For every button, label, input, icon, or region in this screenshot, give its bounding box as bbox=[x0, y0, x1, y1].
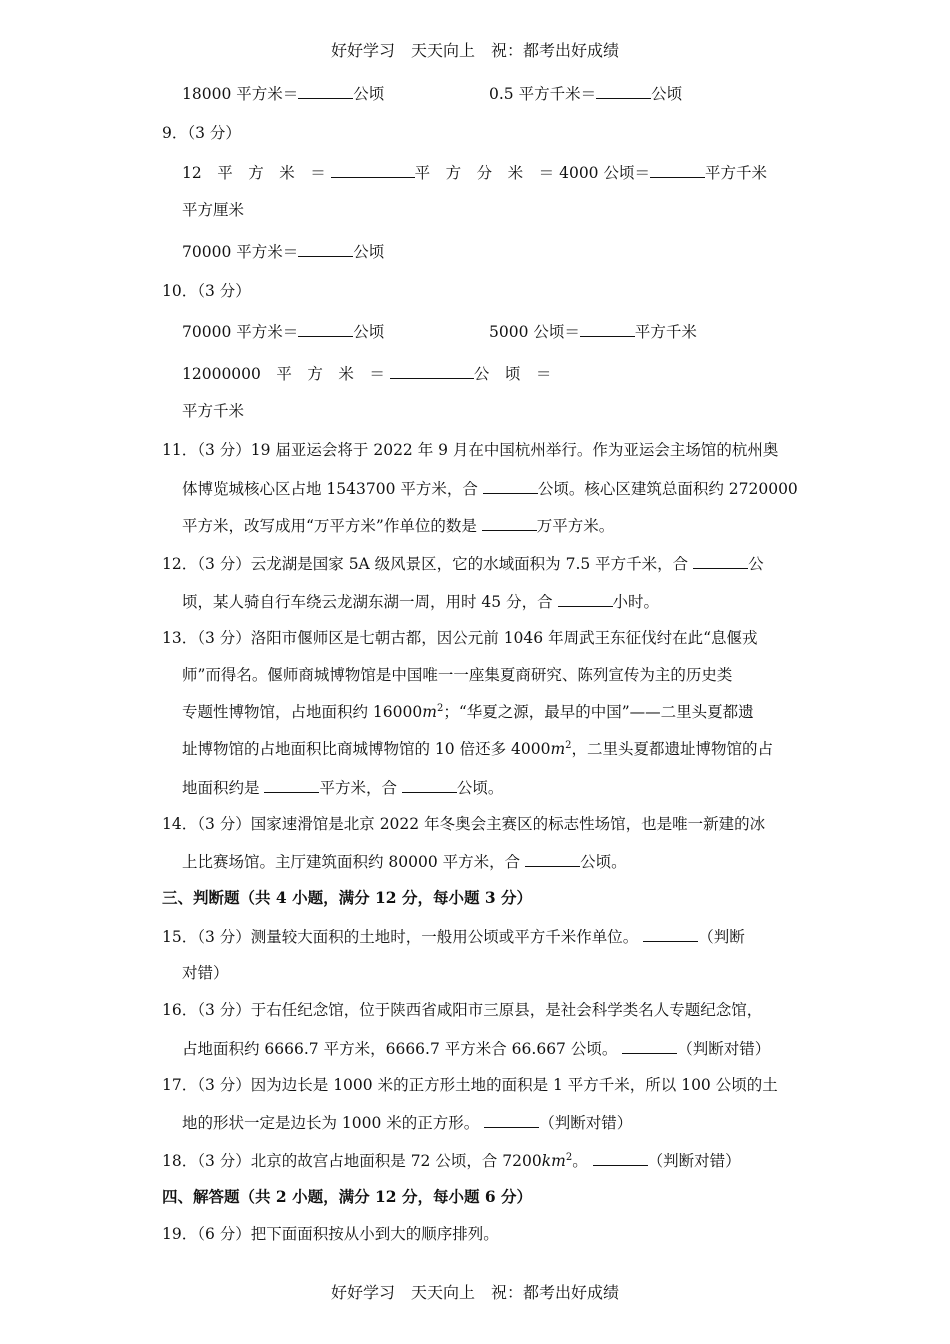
section-4-heading: 四、解答题（共 2 小题，满分 12 分，每小题 6 分） bbox=[162, 1187, 533, 1206]
question-17-line-2: 地的形状一定是边长为 1000 米的正方形。 （判断对错） bbox=[182, 1111, 632, 1134]
question-15-line-1: 15．（3 分）测量较大面积的土地时，一般用公顷或平方千米作单位。 （判断 bbox=[162, 925, 745, 948]
answer-blank[interactable] bbox=[525, 850, 580, 867]
question-10-row-1b: 5000 公顷＝ 平方千米 bbox=[489, 320, 697, 343]
question-13-line-2: 师”而得名。偃师商城博物馆是中国唯一一座集夏商研究、陈列宣传为主的历史类 bbox=[182, 666, 733, 684]
question-13-line-1: 13．（3 分）洛阳市偃师区是七朝古都，因公元前 1046 年周武王东征伐纣在此“息偃戎 bbox=[162, 629, 758, 647]
question-16-line-1: 16．（3 分）于右任纪念馆，位于陕西省咸阳市三原县，是社会科学类名人专题纪念馆， bbox=[162, 1001, 763, 1019]
question-9-label: 9．（3 分） bbox=[162, 124, 241, 142]
question-13-line-5: 地面积约是 平方米，合 公顷。 bbox=[182, 776, 503, 799]
answer-blank[interactable] bbox=[693, 552, 748, 569]
answer-blank[interactable] bbox=[593, 1149, 648, 1166]
answer-blank[interactable] bbox=[643, 925, 698, 942]
question-11-line-2: 体博览城核心区占地 1543700 平方米，合 公顷。核心区建筑总面积约 2720000 bbox=[182, 477, 798, 500]
section-3-heading: 三、判断题（共 4 小题，满分 12 分，每小题 3 分） bbox=[162, 888, 533, 907]
question-10-row-1a: 70000 平方米＝ 公顷 bbox=[182, 320, 384, 343]
question-10-row-2: 12000000 平 方 米 ＝ 公 顷 ＝ bbox=[182, 362, 551, 385]
question-15-line-2: 对错） bbox=[182, 964, 229, 982]
answer-blank[interactable] bbox=[580, 320, 635, 337]
question-9-row-2: 平方厘米 bbox=[182, 201, 245, 219]
answer-blank[interactable] bbox=[298, 320, 353, 337]
answer-blank[interactable] bbox=[622, 1037, 677, 1054]
answer-blank[interactable] bbox=[331, 161, 415, 178]
question-19: 19．（6 分）把下面面积按从小到大的顺序排列。 bbox=[162, 1225, 499, 1243]
row-18000: 18000 平方米＝ 公顷 bbox=[182, 82, 384, 105]
answer-blank[interactable] bbox=[298, 82, 353, 99]
question-12-line-2: 顷，某人骑自行车绕云龙湖东湖一周，用时 45 分，合 小时。 bbox=[182, 590, 659, 613]
question-13-line-3: 专题性博物馆，占地面积约 $16000m^2$；“华夏之源，最早的中国”——二里头夏都遗 bbox=[182, 702, 754, 721]
answer-blank[interactable] bbox=[484, 1111, 539, 1128]
question-14-line-2: 上比赛场馆。主厅建筑面积约 80000 平方米，合 公顷。 bbox=[182, 850, 627, 873]
answer-blank[interactable] bbox=[558, 590, 613, 607]
question-11-line-1: 11．（3 分）19 届亚运会将于 2022 年 9 月在中国杭州举行。作为亚运会主场馆的杭州奥 bbox=[162, 441, 779, 459]
page-header: 好好学习 天天向上 祝：都考出好成绩 bbox=[330, 41, 619, 60]
answer-blank[interactable] bbox=[483, 477, 538, 494]
question-16-line-2: 占地面积约 6666.7 平方米，6666.7 平方米合 66.667 公顷。 （判断对错） bbox=[182, 1037, 770, 1060]
answer-blank[interactable] bbox=[298, 240, 353, 257]
question-13-line-4: 址博物馆的占地面积比商城博物馆的 10 倍还多 $4000m^2$，二里头夏都遗址博物馆的占 bbox=[182, 739, 774, 758]
question-10-row-3: 平方千米 bbox=[182, 402, 245, 420]
answer-blank[interactable] bbox=[650, 161, 705, 178]
row-0.5: 0.5 平方千米＝ 公顷 bbox=[489, 82, 682, 105]
answer-blank[interactable] bbox=[482, 514, 537, 531]
question-9-row-1: 12 平 方 米 ＝ 平 方 分 米 ＝ 4000 公顷＝ 平方千米 bbox=[182, 161, 767, 184]
question-17-line-1: 17．（3 分）因为边长是 1000 米的正方形土地的面积是 1 平方千米，所以 100 公顷的土 bbox=[162, 1076, 778, 1094]
question-14-line-1: 14．（3 分）国家速滑馆是北京 2022 年冬奥会主赛区的标志性场馆，也是唯一新建的冰 bbox=[162, 815, 766, 833]
answer-blank[interactable] bbox=[264, 776, 319, 793]
question-11-line-3: 平方米，改写成用“万平方米”作单位的数是 万平方米。 bbox=[182, 514, 614, 537]
answer-blank[interactable] bbox=[596, 82, 651, 99]
question-10-label: 10．（3 分） bbox=[162, 282, 251, 300]
answer-blank[interactable] bbox=[402, 776, 457, 793]
question-9-row-3: 70000 平方米＝ 公顷 bbox=[182, 240, 384, 263]
page-footer: 好好学习 天天向上 祝：都考出好成绩 bbox=[330, 1283, 619, 1302]
question-18: 18．（3 分）北京的故宫占地面积是 72 公顷，合 $7200km^2$。 （判断对错） bbox=[162, 1149, 741, 1172]
question-12-line-1: 12．（3 分）云龙湖是国家 5A 级风景区，它的水域面积为 7.5 平方千米，合 公 bbox=[162, 552, 764, 575]
answer-blank[interactable] bbox=[390, 362, 474, 379]
